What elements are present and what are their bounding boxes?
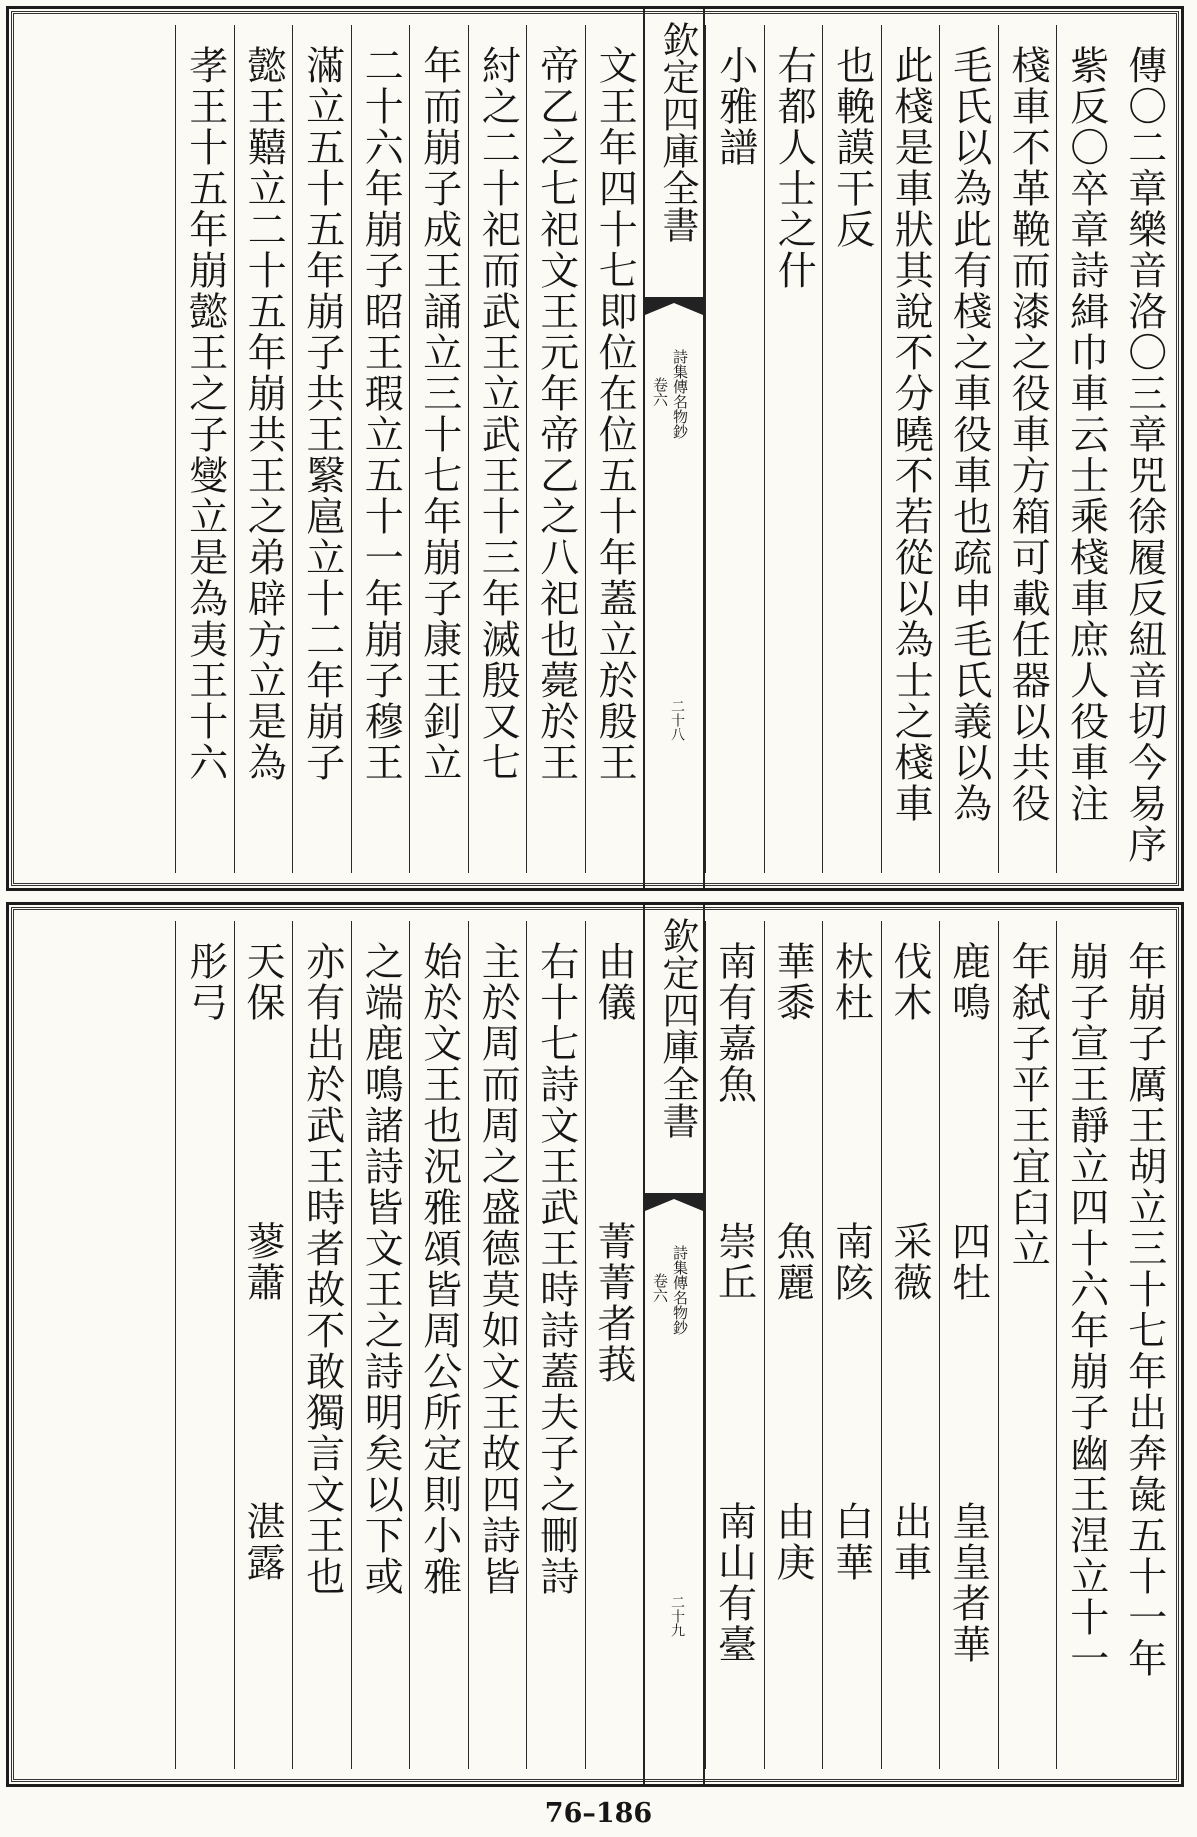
column-text: 之端鹿鳴諸詩皆文王之詩明矣以下或 bbox=[358, 941, 404, 1597]
column-text: 傳〇二章樂音洛〇三章兕徐履反紐音切今易序 bbox=[1121, 45, 1167, 865]
column-text: 年弑子平王宜臼立 bbox=[1005, 941, 1051, 1269]
column-text: 棧車不革鞔而漆之役車方箱可載任器以共役 bbox=[1005, 45, 1051, 824]
center-book-title: 詩集傳名物鈔 bbox=[671, 349, 689, 439]
text-column bbox=[351, 921, 410, 1769]
column-text: 也輓謨干反 bbox=[829, 45, 875, 250]
text-column bbox=[292, 25, 351, 873]
text-column bbox=[939, 25, 998, 873]
poem-title: 杕杜 bbox=[828, 941, 874, 1023]
column-text: 孝王十五年崩懿王之子燮立是為夷王十六 bbox=[182, 45, 228, 783]
poem-title: 魚麗 bbox=[770, 1221, 815, 1303]
text-column bbox=[292, 921, 351, 1769]
text-column bbox=[1056, 921, 1115, 1769]
poem-title: 菁菁者莪 bbox=[591, 1221, 636, 1385]
center-title: 欽定四庫全書 bbox=[656, 917, 699, 1139]
text-column bbox=[998, 25, 1057, 873]
text-column bbox=[1056, 25, 1115, 873]
poem-title: 采薇 bbox=[887, 1221, 932, 1303]
poem-title: 四牡 bbox=[945, 1221, 991, 1303]
poem-title: 出車 bbox=[887, 1501, 932, 1583]
poem-title: 伐木 bbox=[887, 941, 932, 1023]
bottom-page bbox=[6, 902, 1184, 1787]
poem-title: 由庚 bbox=[770, 1501, 815, 1583]
page-number: 76–186 bbox=[544, 1798, 653, 1829]
text-column bbox=[234, 921, 293, 1769]
column-text: 懿王囏立二十五年崩共王之弟辟方立是為 bbox=[241, 45, 287, 783]
poem-title: 白華 bbox=[828, 1501, 874, 1583]
text-column bbox=[468, 25, 527, 873]
text-column bbox=[939, 921, 998, 1769]
column-text: 年崩子厲王胡立三十七年出奔彘五十一年 bbox=[1121, 941, 1167, 1679]
poem-title: 蓼蕭 bbox=[240, 1221, 285, 1303]
text-column bbox=[175, 921, 234, 1769]
column-text: 始於文王也況雅頌皆周公所定則小雅 bbox=[416, 941, 462, 1597]
center-column bbox=[643, 905, 705, 1784]
poem-title: 崇丘 bbox=[711, 1221, 757, 1303]
poem-title: 南山有臺 bbox=[711, 1501, 757, 1665]
column-text: 右十七詩文王武王時詩蓋夫子之刪詩 bbox=[533, 941, 579, 1597]
top-page bbox=[6, 6, 1184, 891]
text-column bbox=[585, 921, 644, 1769]
column-text: 紫反〇卒章詩緝巾車云士乘棧車庶人役車注 bbox=[1063, 45, 1109, 824]
center-book-title: 詩集傳名物鈔 bbox=[671, 1245, 689, 1335]
text-column bbox=[764, 25, 823, 873]
poem-title: 華黍 bbox=[770, 941, 815, 1023]
column-text: 帝乙之七祀文王元年帝乙之八祀也薨於王 bbox=[533, 45, 579, 783]
poem-title: 鹿鳴 bbox=[945, 941, 991, 1023]
column-text: 毛氏以為此有棧之車役車也疏申毛氏義以為 bbox=[946, 45, 992, 824]
center-title: 欽定四庫全書 bbox=[656, 21, 699, 243]
column-text: 此棧是車狀其說不分曉不若從以為士之棧車 bbox=[888, 45, 934, 824]
text-column bbox=[409, 921, 468, 1769]
column-text: 二十六年崩子昭王瑕立五十一年崩子穆王 bbox=[358, 45, 404, 783]
text-column bbox=[822, 921, 881, 1769]
center-page-number: 二十八 bbox=[669, 699, 685, 741]
column-text: 主於周而周之盛德莫如文王故四詩皆 bbox=[475, 941, 521, 1597]
poem-title: 南陔 bbox=[828, 1221, 874, 1303]
center-column bbox=[643, 9, 705, 888]
text-column bbox=[234, 25, 293, 873]
text-column bbox=[881, 921, 940, 1769]
text-column bbox=[1115, 921, 1174, 1769]
poem-title: 南有嘉魚 bbox=[711, 941, 757, 1105]
column-text: 小雅譜 bbox=[712, 45, 758, 168]
column-text: 彤弓 bbox=[182, 941, 228, 1023]
text-column bbox=[175, 25, 234, 873]
center-volume: 卷六 bbox=[651, 377, 669, 407]
text-column bbox=[881, 25, 940, 873]
column-text: 紂之二十祀而武王立武王十三年滅殷又七 bbox=[475, 45, 521, 783]
text-column bbox=[998, 921, 1057, 1769]
poem-title: 天保 bbox=[240, 941, 285, 1023]
text-column bbox=[705, 25, 764, 873]
column-text: 滿立五十五年崩子共王繄扈立十二年崩子 bbox=[299, 45, 345, 783]
column-text: 文王年四十七即位在位五十年蓋立於殷王 bbox=[592, 45, 638, 783]
text-column bbox=[1115, 25, 1174, 873]
column-text: 崩子宣王靜立四十六年崩子幽王涅立十一 bbox=[1063, 941, 1109, 1679]
text-column bbox=[764, 921, 823, 1769]
text-column bbox=[351, 25, 410, 873]
poem-title: 湛露 bbox=[240, 1501, 285, 1583]
text-column bbox=[468, 921, 527, 1769]
fishtail-ornament-icon bbox=[645, 1193, 703, 1211]
poem-title: 皇皇者華 bbox=[945, 1501, 991, 1665]
column-text: 年而崩子成王誦立三十七年崩子康王釗立 bbox=[416, 45, 462, 783]
text-column bbox=[705, 921, 764, 1769]
center-volume: 卷六 bbox=[651, 1273, 669, 1303]
fishtail-ornament-icon bbox=[645, 297, 703, 315]
text-column bbox=[585, 25, 644, 873]
text-column bbox=[822, 25, 881, 873]
text-column bbox=[526, 25, 585, 873]
column-text: 亦有出於武王時者故不敢獨言文王也 bbox=[299, 941, 345, 1597]
text-column bbox=[526, 921, 585, 1769]
column-text: 右都人士之什 bbox=[771, 45, 817, 291]
text-column bbox=[409, 25, 468, 873]
poem-title: 由儀 bbox=[591, 941, 636, 1023]
center-page-number: 二十九 bbox=[669, 1595, 685, 1637]
